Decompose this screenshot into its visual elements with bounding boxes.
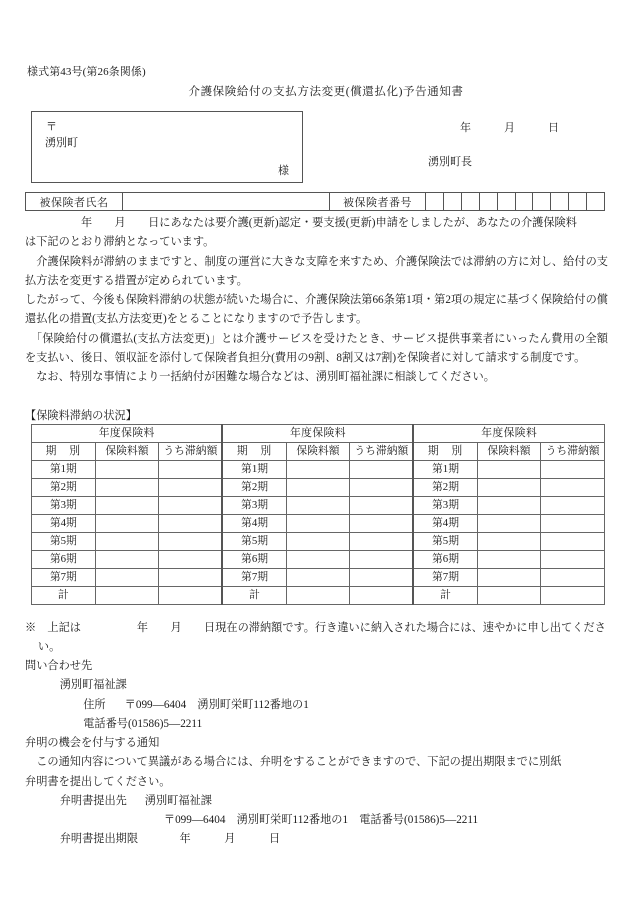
col-header-arrears-2: うち滞納額 bbox=[350, 443, 414, 461]
table-row bbox=[32, 569, 605, 587]
amount-cell[interactable] bbox=[95, 497, 159, 515]
form-number: 様式第43号(第26条関係) bbox=[27, 66, 146, 78]
total-arrears-cell[interactable] bbox=[541, 587, 605, 605]
col-header-arrears-1: うち滞納額 bbox=[159, 443, 223, 461]
amount-cell[interactable] bbox=[95, 461, 159, 479]
deadline-line bbox=[25, 830, 608, 849]
period-label: 第2期 bbox=[222, 479, 286, 497]
period-label: 第1期 bbox=[32, 461, 96, 479]
paragraph-4: 「保険給付の償還払(支払方法変更)」とは介護サービスを受けたとき、サービス提供事業者にいったん費用の全額を支払い、後日、領収証を添付して保険者負担分(費用の9割、8割又は7割)を保険者に対して請求する制度です。 bbox=[25, 332, 608, 365]
arrears-cell[interactable] bbox=[159, 569, 223, 587]
arrears-cell[interactable] bbox=[350, 551, 414, 569]
insured-number-cell[interactable] bbox=[516, 193, 534, 210]
total-arrears-cell[interactable] bbox=[350, 587, 414, 605]
amount-cell[interactable] bbox=[95, 533, 159, 551]
submit-to-label: 弁明書提出先 bbox=[59, 794, 127, 807]
period-label: 第6期 bbox=[222, 551, 286, 569]
arrears-cell[interactable] bbox=[159, 515, 223, 533]
col-header-period-3: 期 別 bbox=[413, 443, 477, 461]
amount-cell[interactable] bbox=[95, 569, 159, 587]
amount-cell[interactable] bbox=[286, 569, 350, 587]
section-heading-arrears-status: 【保険料滞納の状況】 bbox=[25, 410, 137, 422]
insured-number-cell[interactable] bbox=[533, 193, 551, 210]
contact-address-value: 〒099—6404 湧別町栄町112番地の1 bbox=[124, 698, 309, 711]
period-label: 第3期 bbox=[222, 497, 286, 515]
total-amount-cell[interactable] bbox=[95, 587, 159, 605]
deadline-label: 弁明書提出期限 bbox=[59, 833, 139, 846]
total-amount-cell[interactable] bbox=[477, 587, 541, 605]
explanation-heading: 弁明の機会を付与する通知 bbox=[25, 737, 160, 749]
table-column-header-row bbox=[32, 443, 605, 461]
period-label: 第7期 bbox=[32, 569, 96, 587]
contact-department: 湧別町福祉課 bbox=[59, 679, 127, 692]
premium-arrears-table bbox=[31, 424, 605, 605]
period-label: 第1期 bbox=[413, 461, 477, 479]
insured-number-cell[interactable] bbox=[551, 193, 569, 210]
amount-cell[interactable] bbox=[477, 533, 541, 551]
note-line-1: ※ 上記は 年 月 日現在の滞納額です。行き違いに納入された場合には、速やかに申し出てくださ bbox=[25, 622, 606, 634]
insured-person-row bbox=[25, 192, 605, 211]
arrears-cell[interactable] bbox=[350, 569, 414, 587]
body-text bbox=[25, 214, 608, 388]
submit-to-line bbox=[25, 792, 608, 811]
arrears-cell[interactable] bbox=[350, 515, 414, 533]
arrears-cell[interactable] bbox=[541, 533, 605, 551]
insured-name-input[interactable] bbox=[123, 193, 330, 210]
col-header-period-2: 期 別 bbox=[222, 443, 286, 461]
amount-cell[interactable] bbox=[477, 569, 541, 587]
total-label: 計 bbox=[222, 587, 286, 605]
table-row bbox=[32, 533, 605, 551]
period-label: 第3期 bbox=[413, 497, 477, 515]
contact-phone-line bbox=[25, 715, 608, 734]
recipient-honorific: 様 bbox=[278, 165, 289, 177]
amount-cell[interactable] bbox=[477, 479, 541, 497]
insured-number-cell[interactable] bbox=[426, 193, 444, 210]
insured-number-cell[interactable] bbox=[587, 193, 604, 210]
col-header-arrears-3: うち滞納額 bbox=[541, 443, 605, 461]
amount-cell[interactable] bbox=[477, 497, 541, 515]
period-label: 第6期 bbox=[32, 551, 96, 569]
submit-to-value: 湧別町福祉課 bbox=[144, 794, 212, 807]
issuer-name: 湧別町長 bbox=[428, 156, 472, 168]
insured-number-cell[interactable] bbox=[462, 193, 480, 210]
amount-cell[interactable] bbox=[286, 497, 350, 515]
recipient-address-box bbox=[31, 111, 303, 183]
contact-address-label: 住所 bbox=[83, 698, 106, 711]
group-header-1: 年度保険料 bbox=[32, 425, 223, 443]
explanation-section bbox=[25, 734, 608, 850]
paragraph-2: 介護保険料が滞納のままですと、制度の運営に大きな支障を来すため、介護保険法では滞納の方に対し、給付の支払方法を変更する措置が定められています。 bbox=[25, 255, 608, 287]
period-label: 第2期 bbox=[413, 479, 477, 497]
col-header-amount-2: 保険料額 bbox=[286, 443, 350, 461]
page-title: 介護保険給付の支払方法変更(償還払化)予告通知書 bbox=[188, 86, 464, 98]
contact-address-line bbox=[25, 696, 608, 715]
amount-cell[interactable] bbox=[286, 533, 350, 551]
paragraph-3: したがって、今後も保険料滞納の状態が続いた場合に、介護保険法第66条第1項・第2項の規定に基づく保険給付の償還払化の措置(支払方法変更)をとることになりますので予告します。 bbox=[25, 294, 608, 326]
table-row bbox=[32, 479, 605, 497]
period-label: 第5期 bbox=[32, 533, 96, 551]
deadline-value: 年 月 日 bbox=[179, 833, 281, 846]
contact-heading: 問い合わせ先 bbox=[25, 660, 93, 672]
arrears-cell[interactable] bbox=[541, 569, 605, 587]
arrears-cell[interactable] bbox=[159, 479, 223, 497]
period-label: 第2期 bbox=[32, 479, 96, 497]
total-label: 計 bbox=[413, 587, 477, 605]
amount-cell[interactable] bbox=[286, 461, 350, 479]
explanation-paragraph-line-2: 弁明書を提出してください。 bbox=[25, 775, 171, 788]
insured-number-cell[interactable] bbox=[569, 193, 587, 210]
period-label: 第4期 bbox=[413, 515, 477, 533]
total-amount-cell[interactable] bbox=[286, 587, 350, 605]
amount-cell[interactable] bbox=[95, 551, 159, 569]
paragraph-1-line-1: 年 月 日にあなたは要介護(更新)認定・要支援(更新)申請をしましたが、あなたの介護保険料 bbox=[25, 217, 577, 229]
insured-name-label: 被保険者氏名 bbox=[26, 193, 123, 210]
arrears-cell[interactable] bbox=[541, 551, 605, 569]
arrears-cell[interactable] bbox=[541, 479, 605, 497]
arrears-cell[interactable] bbox=[541, 497, 605, 515]
arrears-note bbox=[25, 619, 608, 658]
arrears-cell[interactable] bbox=[159, 533, 223, 551]
group-header-3: 年度保険料 bbox=[413, 425, 604, 443]
group-header-2: 年度保険料 bbox=[222, 425, 413, 443]
amount-cell[interactable] bbox=[286, 515, 350, 533]
arrears-cell[interactable] bbox=[541, 515, 605, 533]
insured-number-cell[interactable] bbox=[444, 193, 462, 210]
insured-number-label: 被保険者番号 bbox=[330, 193, 426, 210]
table-row bbox=[32, 515, 605, 533]
arrears-cell[interactable] bbox=[159, 551, 223, 569]
contact-section bbox=[25, 657, 608, 734]
amount-cell[interactable] bbox=[477, 551, 541, 569]
arrears-cell[interactable] bbox=[541, 461, 605, 479]
period-label: 第6期 bbox=[413, 551, 477, 569]
contact-phone-label: 電話番号 bbox=[83, 717, 128, 730]
issue-date-line: 年 月 日 bbox=[460, 122, 559, 134]
table-total-row bbox=[32, 587, 605, 605]
arrears-cell[interactable] bbox=[159, 497, 223, 515]
table-row bbox=[32, 497, 605, 515]
period-label: 第5期 bbox=[413, 533, 477, 551]
contact-phone-value: (01586)5—2211 bbox=[128, 717, 203, 730]
period-label: 第7期 bbox=[222, 569, 286, 587]
col-header-period-1: 期 別 bbox=[32, 443, 96, 461]
amount-cell[interactable] bbox=[286, 479, 350, 497]
table-row bbox=[32, 551, 605, 569]
amount-cell[interactable] bbox=[477, 515, 541, 533]
arrears-cell[interactable] bbox=[350, 533, 414, 551]
period-label: 第4期 bbox=[222, 515, 286, 533]
arrears-cell[interactable] bbox=[350, 479, 414, 497]
table-group-header-row bbox=[32, 425, 605, 443]
period-label: 第7期 bbox=[413, 569, 477, 587]
period-label: 第1期 bbox=[222, 461, 286, 479]
total-arrears-cell[interactable] bbox=[159, 587, 223, 605]
paragraph-1-line-2: は下記のとおり滞納となっています。 bbox=[25, 236, 215, 249]
amount-cell[interactable] bbox=[286, 551, 350, 569]
insured-number-cell[interactable] bbox=[498, 193, 516, 210]
submit-address-line: 〒099—6404 湧別町栄町112番地の1 電話番号(01586)5—2211 bbox=[163, 814, 479, 827]
col-header-amount-3: 保険料額 bbox=[477, 443, 541, 461]
total-label: 計 bbox=[32, 587, 96, 605]
arrears-cell[interactable] bbox=[350, 461, 414, 479]
amount-cell[interactable] bbox=[477, 461, 541, 479]
arrears-cell[interactable] bbox=[350, 497, 414, 515]
col-header-amount-1: 保険料額 bbox=[95, 443, 159, 461]
period-label: 第3期 bbox=[32, 497, 96, 515]
period-label: 第4期 bbox=[32, 515, 96, 533]
recipient-town: 湧別町 bbox=[45, 137, 78, 149]
insured-number-cell[interactable] bbox=[480, 193, 498, 210]
explanation-paragraph-line-1: この通知内容について異議がある場合には、弁明をすることができますので、下記の提出期限までに別紙 bbox=[25, 756, 562, 769]
note-line-2: い。 bbox=[37, 641, 61, 654]
amount-cell[interactable] bbox=[95, 515, 159, 533]
insured-number-cells bbox=[426, 193, 604, 210]
postal-mark-icon: 〒 bbox=[46, 121, 57, 133]
table-row bbox=[32, 461, 605, 479]
arrears-cell[interactable] bbox=[159, 461, 223, 479]
period-label: 第5期 bbox=[222, 533, 286, 551]
amount-cell[interactable] bbox=[95, 479, 159, 497]
paragraph-5: なお、特別な事情により一括納付が困難な場合などは、湧別町福祉課に相談してください。 bbox=[25, 371, 495, 384]
